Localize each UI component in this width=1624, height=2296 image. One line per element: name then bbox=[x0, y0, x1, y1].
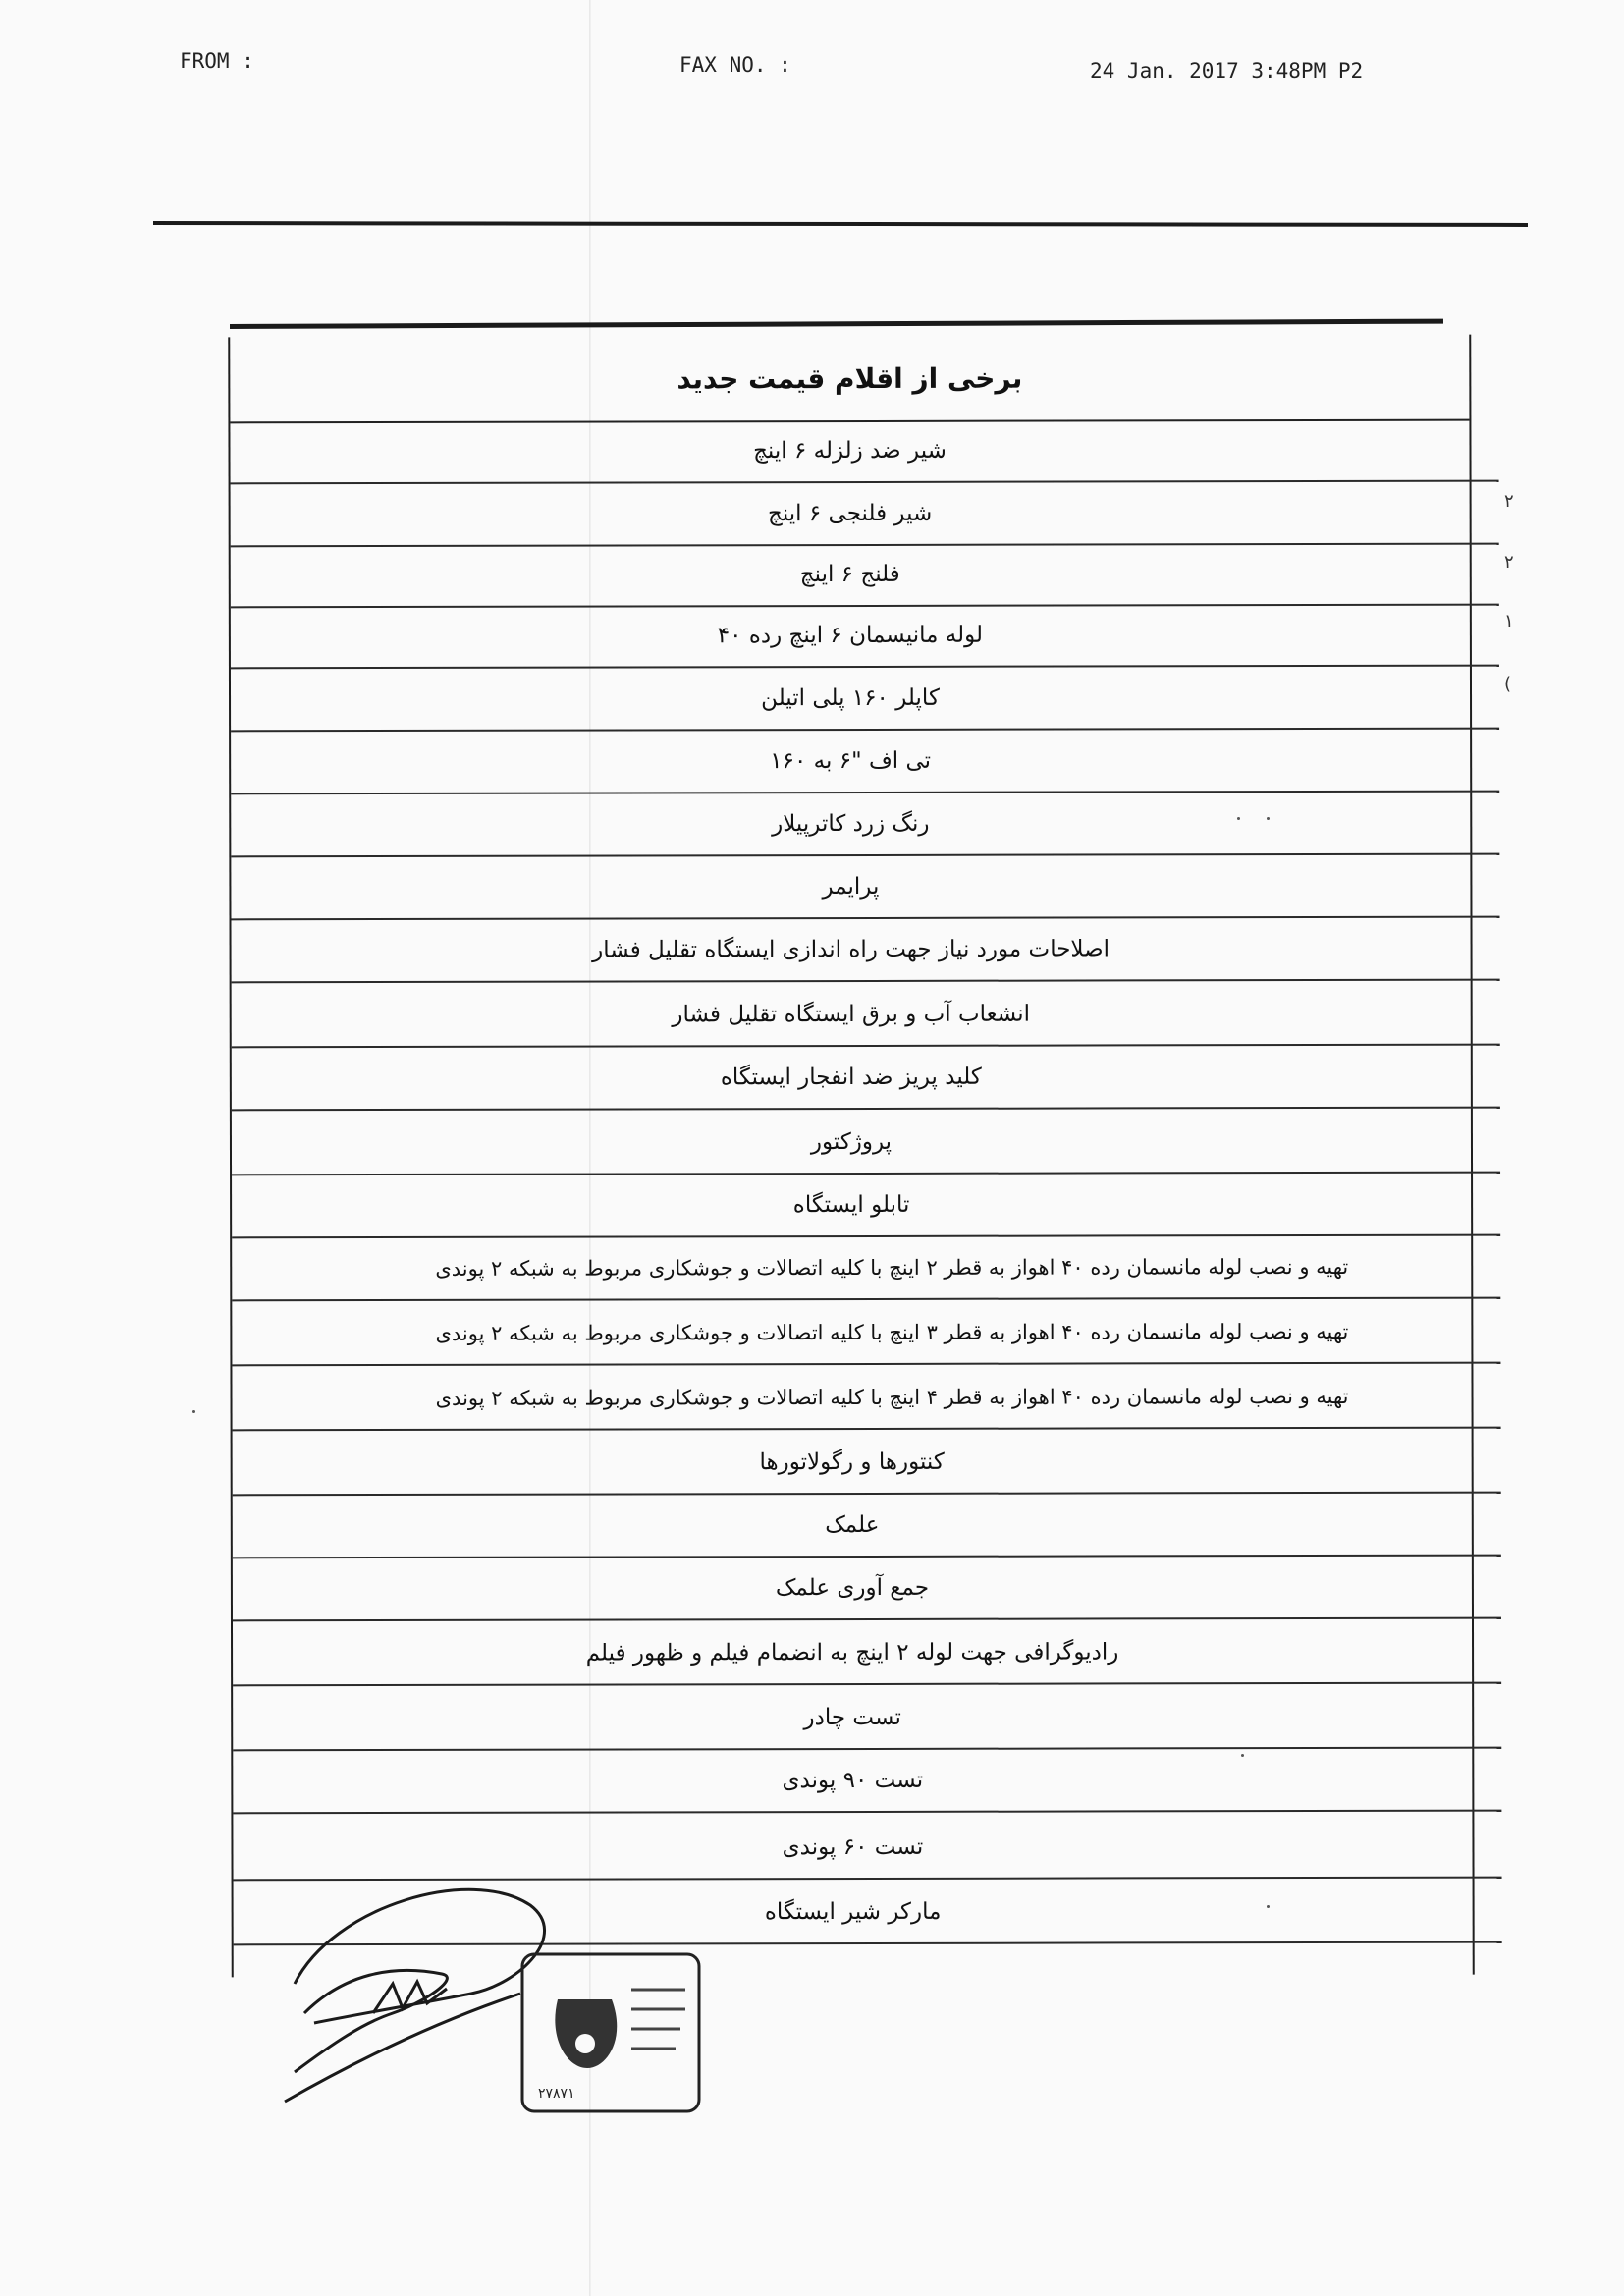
row-item-text: تهیه و نصب لوله مانسمان رده ۴۰ اهواز به قطر ۲ اینچ با کلیه اتصالات و جوشکاری مربوط به شبکه ۲ پوندی bbox=[435, 1254, 1349, 1281]
row-item-text: کلید پریز ضد انفجار ایستگاه bbox=[720, 1064, 982, 1091]
margin-mark: ۲ bbox=[1504, 552, 1514, 573]
table-row bbox=[231, 918, 1499, 984]
row-item-text: شیر ضد زلزله ۶ اینچ bbox=[753, 437, 947, 465]
table-row bbox=[231, 793, 1499, 858]
row-item-text: تهیه و نصب لوله مانسمان رده ۴۰ اهواز به قطر ۳ اینچ با کلیه اتصالات و جوشکاری مربوط به شبکه ۲ پوندی bbox=[435, 1319, 1349, 1345]
table-row bbox=[231, 730, 1499, 795]
table-row bbox=[230, 419, 1498, 485]
table-row bbox=[233, 1557, 1501, 1622]
header-rule bbox=[153, 221, 1528, 227]
table-row bbox=[231, 855, 1499, 921]
margin-mark: ( bbox=[1504, 674, 1512, 694]
margin-mark: ۱ bbox=[1504, 611, 1514, 631]
row-item-text: تست ۹۰ پوندی bbox=[782, 1767, 924, 1794]
fax-from-label: FROM : bbox=[180, 49, 254, 73]
row-item-text: تهیه و نصب لوله مانسمان رده ۴۰ اهواز به قطر ۴ اینچ با کلیه اتصالات و جوشکاری مربوط به شبکه ۲ پوندی bbox=[435, 1384, 1349, 1410]
table-row bbox=[232, 1111, 1500, 1176]
company-seal-icon bbox=[518, 1950, 705, 2117]
row-item-text: تست چادر bbox=[803, 1704, 901, 1731]
row-item-text: اصلاحات مورد نیاز جهت راه اندازی ایستگاه تقلیل فشار bbox=[592, 936, 1110, 963]
fax-header bbox=[0, 49, 1624, 88]
table-row bbox=[232, 983, 1500, 1049]
fax-number-label: FAX NO. : bbox=[679, 53, 791, 77]
row-item-text: تابلو ایستگاه bbox=[792, 1191, 910, 1219]
scan-speck bbox=[1267, 1905, 1270, 1908]
row-item-text: مارکر شیر ایستگاه bbox=[764, 1898, 942, 1926]
table-row bbox=[231, 482, 1499, 548]
row-item-text: رنگ زرد کاترپیلار bbox=[772, 810, 930, 838]
scan-speck bbox=[1267, 817, 1270, 820]
fax-date-time-page: 24 Jan. 2017 3:48PM P2 bbox=[1090, 59, 1364, 82]
price-items-table bbox=[228, 335, 1474, 1978]
row-item-text: کاپلر ۱۶۰ پلی اتیلن bbox=[761, 684, 940, 712]
table-row bbox=[232, 1174, 1500, 1239]
row-item-text: تی اف "۶ به ۱۶۰ bbox=[770, 747, 932, 775]
row-item-text: انشعاب آب و برق ایستگاه تقلیل فشار bbox=[672, 1001, 1031, 1028]
table-row bbox=[231, 543, 1499, 609]
table-row bbox=[231, 604, 1499, 670]
table-row bbox=[232, 1301, 1500, 1367]
row-item-text: پروژکتور bbox=[810, 1128, 893, 1156]
table-row bbox=[233, 1621, 1501, 1687]
row-item-text: کنتورها و رگولاتورها bbox=[759, 1449, 945, 1476]
row-item-text: فلنج ۶ اینچ bbox=[799, 561, 900, 588]
table-row bbox=[231, 667, 1499, 733]
seal-number: ۲۷۸۷۱ bbox=[538, 2086, 575, 2102]
row-item-text: شیر فلنجی ۶ اینچ bbox=[767, 500, 933, 527]
table-row bbox=[232, 1366, 1500, 1432]
table-row bbox=[232, 1236, 1500, 1302]
row-item-text: تست ۶۰ پوندی bbox=[782, 1833, 924, 1861]
table-row bbox=[233, 1494, 1501, 1559]
table-row bbox=[233, 1686, 1501, 1752]
table-title: برخی از اقلام قیمت جدید bbox=[230, 335, 1469, 424]
table-row bbox=[233, 1431, 1501, 1497]
row-item-text: علمک bbox=[825, 1511, 880, 1539]
table-top-border bbox=[230, 319, 1443, 329]
scan-speck bbox=[192, 1410, 195, 1413]
scan-speck bbox=[1241, 1754, 1244, 1757]
row-item-text: جمع آوری علمک bbox=[775, 1574, 930, 1602]
row-item-text: رادیوگرافی جهت لوله ۲ اینچ به انضمام فیلم و ظهور فیلم bbox=[585, 1639, 1119, 1667]
scan-speck bbox=[1237, 817, 1240, 820]
table-row bbox=[232, 1046, 1500, 1112]
row-item-text: پرایمر bbox=[822, 873, 880, 901]
row-item-text: لوله مانیسمان ۶ اینچ رده ۴۰ bbox=[717, 622, 984, 649]
margin-mark: ۲ bbox=[1504, 491, 1514, 512]
table-row bbox=[233, 1749, 1501, 1815]
